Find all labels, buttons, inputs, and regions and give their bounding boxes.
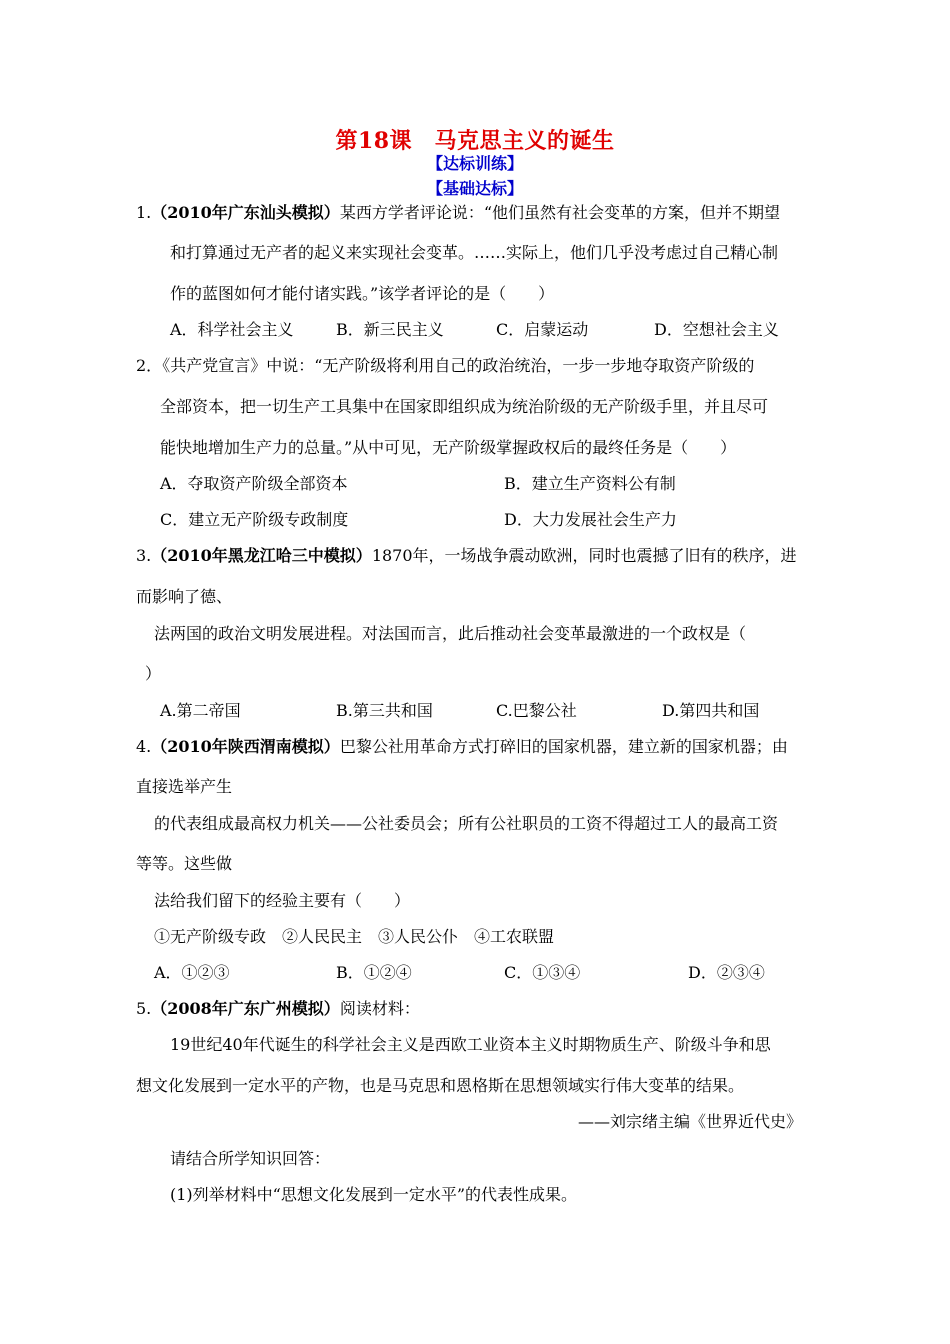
question-2-option-d[interactable]: D．大力发展社会生产力 (504, 510, 677, 529)
question-2-line-2: 全部资本，把一切生产工具集中在国家即组织成为统治阶级的无产阶级手里，并且尽可 (160, 397, 769, 416)
question-number: 3. (136, 546, 152, 565)
question-text: 1870年，一场战争震动欧洲，同时也震撼了旧有的秩序，进 (371, 546, 797, 565)
question-source: （2010年陕西渭南模拟） (151, 737, 340, 756)
question-3-option-a[interactable]: A.第二帝国 (160, 701, 241, 720)
section-heading-basic: 【基础达标】 (426, 179, 523, 198)
question-2-line-3: 能快地增加生产力的总量。”从中可见，无产阶级掌握政权后的最终任务是（ ） (160, 438, 737, 457)
section-heading-training: 【达标训练】 (426, 154, 523, 173)
question-source: （2010年黑龙江哈三中模拟） (151, 546, 372, 565)
question-3-line-1 (136, 546, 797, 566)
lesson-title: 第18课 马克思主义的诞生 (335, 128, 615, 154)
question-number: 2． (136, 356, 163, 375)
question-5-line-1 (136, 999, 420, 1019)
question-source: （2010年广东汕头模拟） (151, 203, 340, 222)
question-1-option-b[interactable]: B．新三民主义 (336, 320, 444, 339)
question-4-line-5: 法给我们留下的经验主要有（ ） (154, 891, 411, 910)
question-4-items: ①无产阶级专政 ②人民民主 ③人民公仆 ④工农联盟 (154, 927, 555, 946)
question-source: （2008年广东广州模拟） (151, 999, 340, 1018)
question-text: 巴黎公社用革命方式打碎旧的国家机器，建立新的国家机器；由 (339, 737, 788, 756)
question-3-option-d[interactable]: D.第四共和国 (662, 701, 760, 720)
question-4-line-3: 的代表组成最高权力机关——公社委员会；所有公社职员的工资不得超过工人的最高工资 (154, 814, 779, 833)
question-4-option-c[interactable]: C．①③④ (504, 963, 581, 982)
question-5-material-line-2: 想文化发展到一定水平的产物，也是马克思和恩格斯在思想领域实行伟大变革的结果。 (136, 1076, 745, 1095)
question-1-option-c[interactable]: C．启蒙运动 (496, 320, 589, 339)
question-2-line-1 (136, 356, 754, 376)
question-text: 某西方学者评论说：“他们虽然有社会变革的方案，但并不期望 (339, 203, 780, 222)
question-3-line-2: 而影响了德、 (136, 587, 233, 606)
question-3-line-4: ） (145, 664, 162, 683)
question-4-option-a[interactable]: A．①②③ (154, 963, 230, 982)
question-1-line-1 (136, 203, 780, 223)
question-2-option-b[interactable]: B．建立生产资料公有制 (504, 474, 676, 493)
question-1-option-a[interactable]: A．科学社会主义 (170, 320, 294, 339)
question-text: 《共产党宣言》中说：“无产阶级将利用自己的政治统治，一步一步地夺取资产阶级的 (162, 356, 755, 375)
question-5-material-line-1: 19世纪40年代诞生的科学社会主义是西欧工业资本主义时期物质生产、阶级斗争和思 (170, 1035, 771, 1054)
question-number: 5. (136, 999, 152, 1018)
question-4-option-b[interactable]: B．①②④ (336, 963, 412, 982)
question-3-option-b[interactable]: B.第三共和国 (336, 701, 433, 720)
question-5-prompt: 请结合所学知识回答： (170, 1149, 331, 1168)
question-2-option-a[interactable]: A．夺取资产阶级全部资本 (160, 474, 348, 493)
question-4-option-d[interactable]: D．②③④ (688, 963, 765, 982)
question-5-citation: ——刘宗绪主编《世界近代史》 (578, 1112, 803, 1131)
question-1-line-2: 和打算通过无产者的起义来实现社会变革。……实际上，他们几乎没考虑过自己精心制 (170, 243, 779, 262)
question-2-option-c[interactable]: C．建立无产阶级专政制度 (160, 510, 349, 529)
question-3-option-c[interactable]: C.巴黎公社 (496, 701, 577, 720)
question-4-line-1 (136, 737, 788, 757)
question-3-line-3: 法两国的政治文明发展进程。对法国而言，此后推动社会变革最激进的一个政权是（ (154, 624, 747, 643)
question-4-line-4: 等等。这些做 (136, 854, 233, 873)
question-5-subquestion-1: (1)列举材料中“思想文化发展到一定水平”的代表性成果。 (170, 1185, 578, 1204)
question-1-option-d[interactable]: D．空想社会主义 (654, 320, 779, 339)
question-4-line-2: 直接选举产生 (136, 777, 233, 796)
question-number: 4. (136, 737, 152, 756)
question-1-line-3: 作的蓝图如何才能付诸实践。”该学者评论的是（ ） (170, 284, 555, 303)
question-text: 阅读材料： (339, 999, 420, 1018)
question-number: 1. (136, 203, 152, 222)
